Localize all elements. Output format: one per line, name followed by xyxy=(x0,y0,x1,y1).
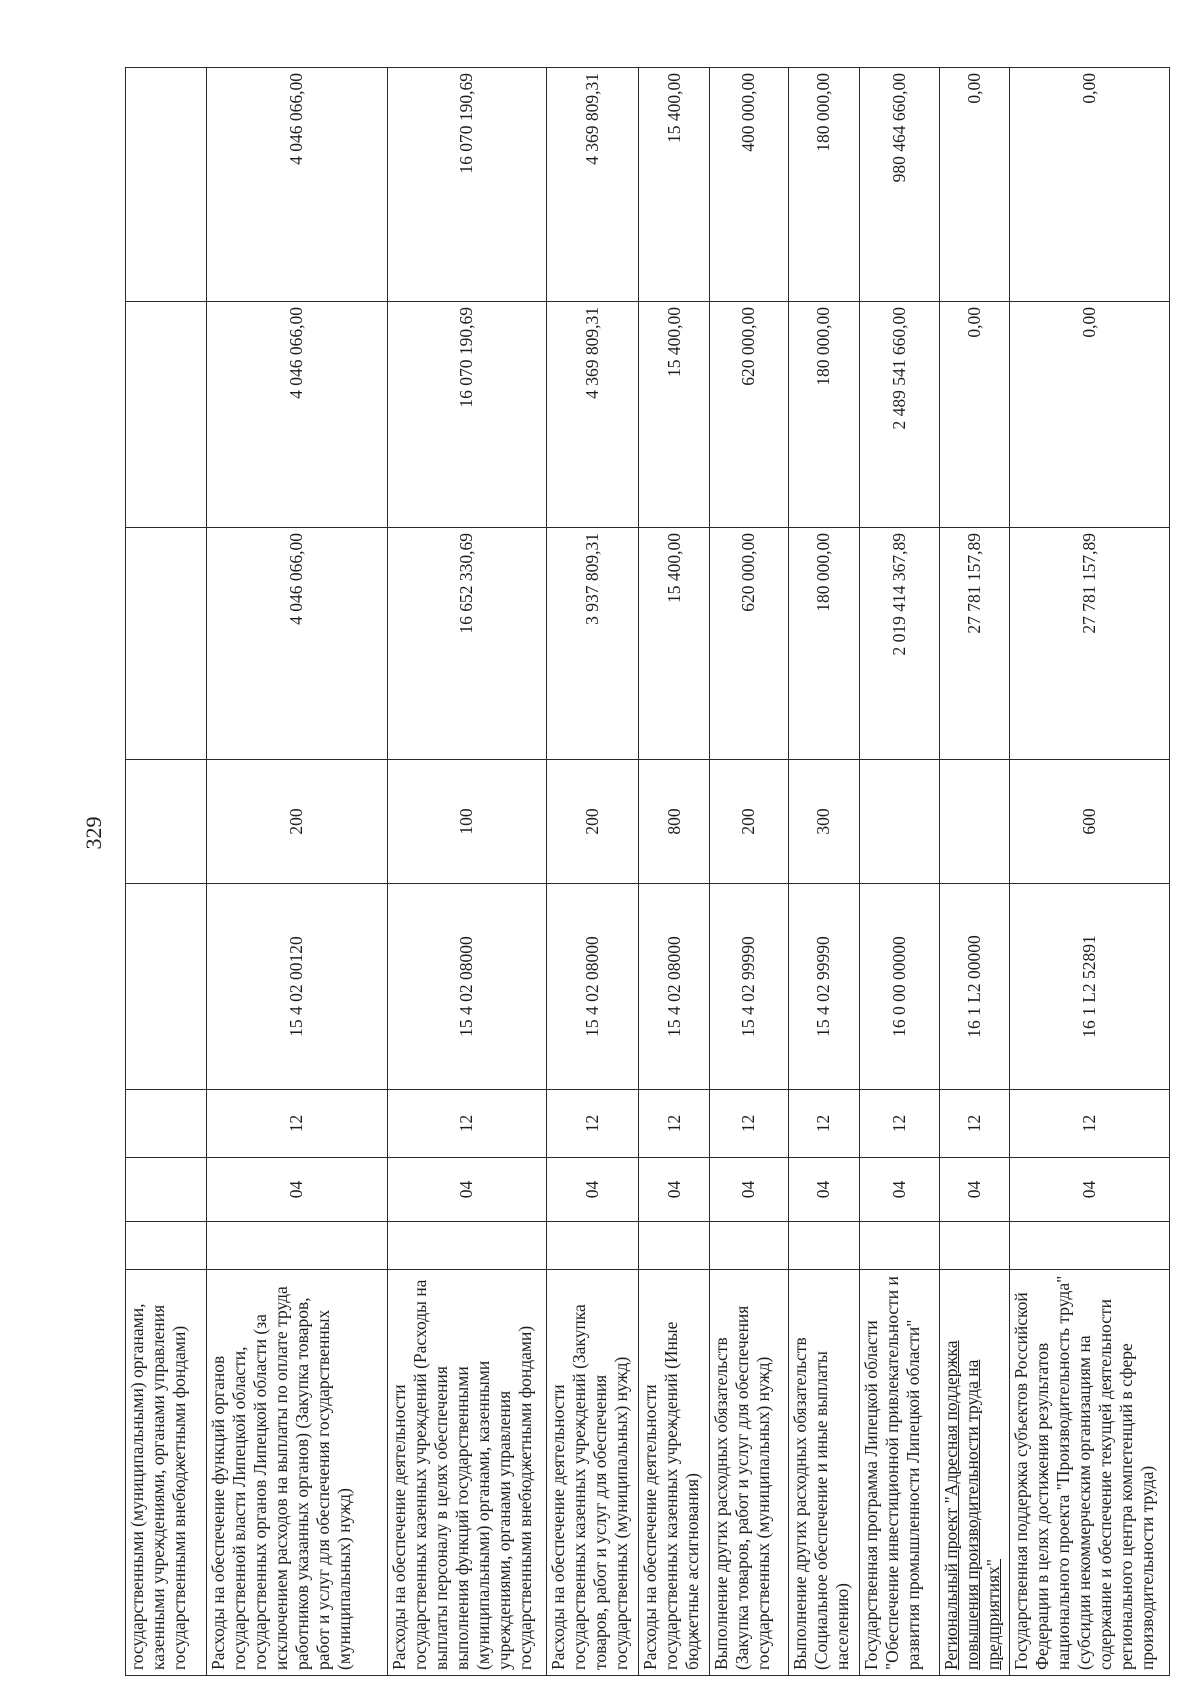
subsection-code: 12 xyxy=(1010,1090,1170,1158)
chapter-code xyxy=(789,1222,859,1270)
section-code: 04 xyxy=(940,1158,1010,1222)
subsection-code: 12 xyxy=(206,1090,387,1158)
target-article-code: 16 0 00 00000 xyxy=(859,884,940,1090)
expense-type-code xyxy=(859,760,940,884)
table-row xyxy=(859,68,940,1676)
row-name: Выполнение других расходных обязательств (Социальное обеспечение и иные выплаты населению) xyxy=(789,1270,859,1676)
subsection-code: 12 xyxy=(709,1090,789,1158)
section-code: 04 xyxy=(1010,1158,1170,1222)
expense-type-code: 300 xyxy=(789,760,859,884)
subsection-code: 12 xyxy=(546,1090,638,1158)
table-row xyxy=(1010,68,1170,1676)
chapter-code xyxy=(546,1222,638,1270)
target-article-code: 15 4 02 99990 xyxy=(709,884,789,1090)
amount-3: 4 369 809,31 xyxy=(546,68,638,302)
amount-1 xyxy=(126,528,207,760)
amount-2: 16 070 190,69 xyxy=(387,302,546,528)
amount-1: 16 652 330,69 xyxy=(387,528,546,760)
row-name: Выполнение других расходных обязательств (Закупка товаров, работ и услуг для обеспечения государственных (муниципальных) нужд) xyxy=(709,1270,789,1676)
amount-1: 3 937 809,31 xyxy=(546,528,638,760)
amount-2: 4 046 066,00 xyxy=(206,302,387,528)
amount-1: 27 781 157,89 xyxy=(1010,528,1170,760)
section-code: 04 xyxy=(546,1158,638,1222)
target-article-code: 15 4 02 08000 xyxy=(546,884,638,1090)
amount-2: 620 000,00 xyxy=(709,302,789,528)
budget-table-rotated xyxy=(125,68,1170,1676)
expense-type-code: 200 xyxy=(546,760,638,884)
row-name: Государственная поддержка субъектов Российской Федерации в целях достижения результатов национального проекта "Производительность труда" (субсидии некоммерческим организациям на содержание и обеспечение текущей деятельности регионального центра компетенций в сфере производительности труда) xyxy=(1010,1270,1170,1676)
subsection-code xyxy=(126,1090,207,1158)
row-name: Расходы на обеспечение деятельности государственных казенных учреждений (Закупка товаров, работ и услуг для обеспечения государственных (муниципальных) нужд) xyxy=(546,1270,638,1676)
amount-3 xyxy=(126,68,207,302)
section-code: 04 xyxy=(206,1158,387,1222)
expense-type-code: 100 xyxy=(387,760,546,884)
table-row xyxy=(709,68,789,1676)
chapter-code xyxy=(859,1222,940,1270)
subsection-code: 12 xyxy=(789,1090,859,1158)
expense-type-code: 600 xyxy=(1010,760,1170,884)
expense-type-code: 200 xyxy=(206,760,387,884)
amount-3: 15 400,00 xyxy=(639,68,709,302)
amount-2: 180 000,00 xyxy=(789,302,859,528)
amount-3: 0,00 xyxy=(1010,68,1170,302)
subsection-code: 12 xyxy=(859,1090,940,1158)
section-code: 04 xyxy=(789,1158,859,1222)
amount-1: 620 000,00 xyxy=(709,528,789,760)
target-article-code: 15 4 02 99990 xyxy=(789,884,859,1090)
expense-type-code xyxy=(126,760,207,884)
chapter-code xyxy=(709,1222,789,1270)
amount-2: 2 489 541 660,00 xyxy=(859,302,940,528)
subsection-code: 12 xyxy=(639,1090,709,1158)
chapter-code xyxy=(206,1222,387,1270)
target-article-code xyxy=(126,884,207,1090)
section-code: 04 xyxy=(709,1158,789,1222)
amount-3: 400 000,00 xyxy=(709,68,789,302)
chapter-code xyxy=(126,1222,207,1270)
amount-2 xyxy=(126,302,207,528)
target-article-code: 16 1 L2 52891 xyxy=(1010,884,1170,1090)
section-code: 04 xyxy=(387,1158,546,1222)
section-code: 04 xyxy=(859,1158,940,1222)
target-article-code: 16 1 L2 00000 xyxy=(940,884,1010,1090)
budget-table xyxy=(125,67,1170,1676)
row-name: Расходы на обеспечение деятельности государственных казенных учреждений (Иные бюджетные ассигнования) xyxy=(639,1270,709,1676)
row-name: Расходы на обеспечение деятельности государственных казенных учреждений (Расходы на выплаты персоналу в целях обеспечения выполнения функций государственными (муниципальными) органами, казенными учреждениями, органами управления государственными внебюджетными фондами) xyxy=(387,1270,546,1676)
row-name: Расходы на обеспечение функций органов государственной власти Липецкой области, государственных органов Липецкой области (за исключением расходов на выплаты по оплате труда работников указанных органов) (Закупка товаров, работ и услуг для обеспечения государственных (муниципальных) нужд) xyxy=(206,1270,387,1676)
amount-3: 0,00 xyxy=(940,68,1010,302)
expense-type-code: 800 xyxy=(639,760,709,884)
chapter-code xyxy=(387,1222,546,1270)
table-row xyxy=(546,68,638,1676)
amount-1: 27 781 157,89 xyxy=(940,528,1010,760)
section-code: 04 xyxy=(639,1158,709,1222)
table-row xyxy=(639,68,709,1676)
amount-2: 15 400,00 xyxy=(639,302,709,528)
row-name: Региональный проект "Адресная поддержка повышения производительности труда на предприятиях" xyxy=(940,1270,1010,1676)
chapter-code xyxy=(940,1222,1010,1270)
target-article-code: 15 4 02 08000 xyxy=(387,884,546,1090)
amount-1: 15 400,00 xyxy=(639,528,709,760)
table-row xyxy=(126,68,207,1676)
amount-2: 0,00 xyxy=(940,302,1010,528)
row-name: государственными (муниципальными) органами, казенными учреждениями, органами управления государственными внебюджетными фондами) xyxy=(126,1270,207,1676)
amount-3: 4 046 066,00 xyxy=(206,68,387,302)
amount-1: 180 000,00 xyxy=(789,528,859,760)
section-code xyxy=(126,1158,207,1222)
chapter-code xyxy=(1010,1222,1170,1270)
subsection-code: 12 xyxy=(940,1090,1010,1158)
table-row xyxy=(387,68,546,1676)
chapter-code xyxy=(639,1222,709,1270)
subsection-code: 12 xyxy=(387,1090,546,1158)
table-row xyxy=(789,68,859,1676)
amount-3: 180 000,00 xyxy=(789,68,859,302)
target-article-code: 15 4 02 08000 xyxy=(639,884,709,1090)
expense-type-code: 200 xyxy=(709,760,789,884)
table-row xyxy=(206,68,387,1676)
page-number: 329 xyxy=(81,816,106,850)
amount-1: 2 019 414 367,89 xyxy=(859,528,940,760)
amount-3: 16 070 190,69 xyxy=(387,68,546,302)
table-row xyxy=(940,68,1010,1676)
amount-3: 980 464 660,00 xyxy=(859,68,940,302)
amount-2: 4 369 809,31 xyxy=(546,302,638,528)
row-name: Государственная программа Липецкой области "Обеспечение инвестиционной привлекательности и развития промышленности Липецкой области" xyxy=(859,1270,940,1676)
amount-2: 0,00 xyxy=(1010,302,1170,528)
target-article-code: 15 4 02 00120 xyxy=(206,884,387,1090)
expense-type-code xyxy=(940,760,1010,884)
amount-1: 4 046 066,00 xyxy=(206,528,387,760)
